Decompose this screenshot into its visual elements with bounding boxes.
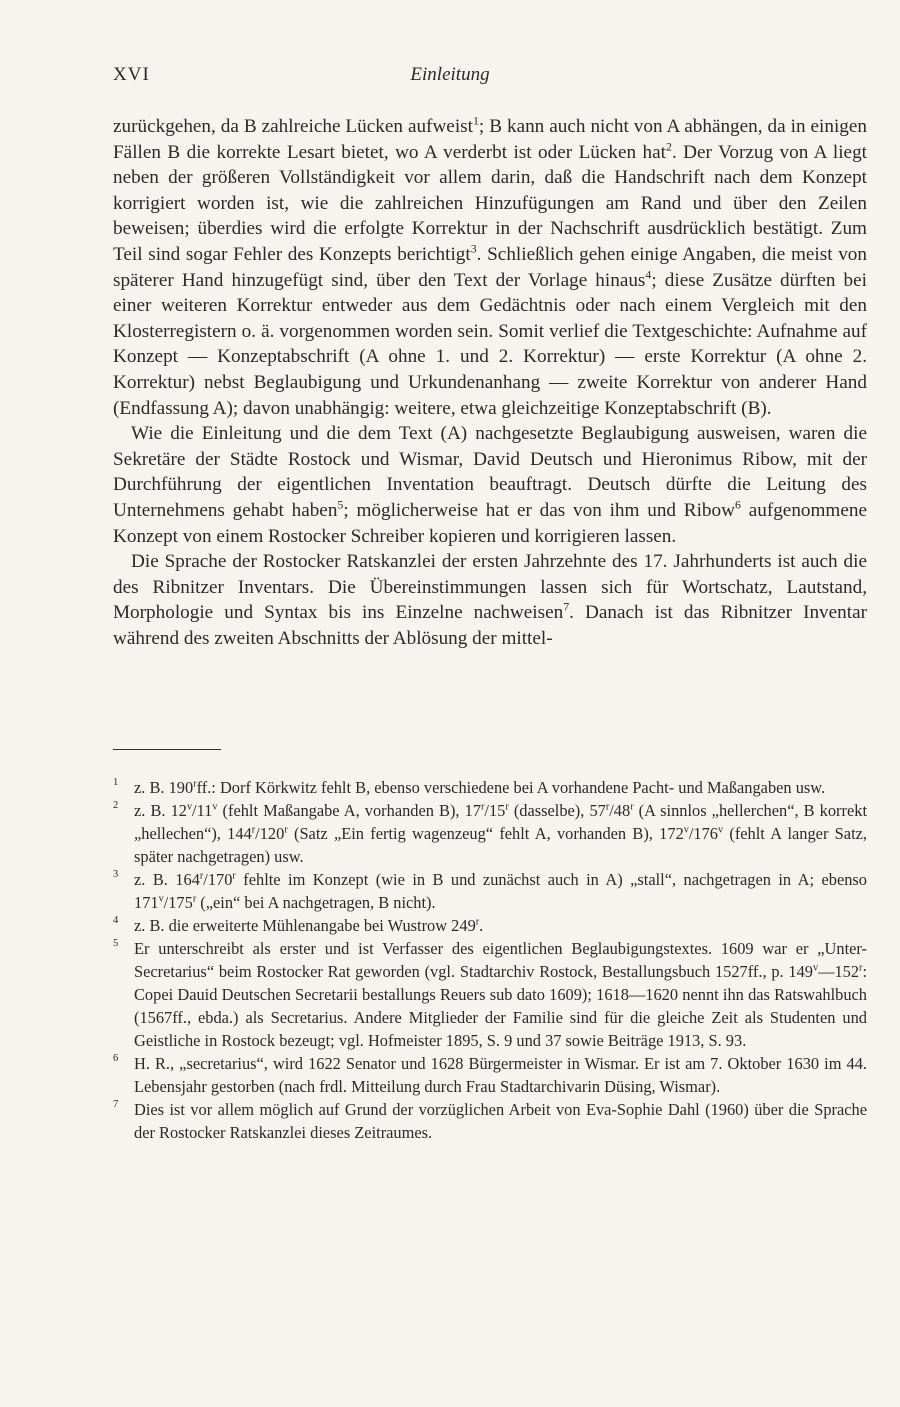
superscript: 1: [472, 113, 479, 128]
paragraph-1: [113, 114, 867, 421]
superscript: v: [212, 801, 218, 813]
text-run: z. B. 164: [134, 870, 200, 889]
superscript: 6: [734, 497, 741, 512]
text-run: Er unterschreibt als erster und ist Verfasser des eigentlichen Beglaubigungstextes. 1609 war er „Unter-Secretarius“ beim Rostocker Rat geworden (vgl. Stadtarchiv Rostock, Bestallungsbuch 1527ff., p. 149: [134, 939, 867, 981]
text-run: .: [479, 916, 484, 935]
page-number: XVI: [113, 64, 150, 85]
superscript: v: [812, 962, 819, 974]
superscript: 4: [645, 267, 652, 282]
superscript: r: [199, 870, 204, 882]
footnote-number: 2: [113, 800, 119, 811]
superscript: r: [859, 962, 863, 974]
superscript: v: [683, 824, 689, 836]
text-run: H. R., „secretarius“, wird 1622 Senator und 1628 Bürgermeister in Wismar. Er ist am 7. Oktober 1630 im 44. Lebensjahr gestorben (nach frdl. Mitteilung durch Frau Stadtarchivarin Düsing, Wismar).: [134, 1054, 867, 1096]
footnote-6: [113, 1052, 867, 1098]
text-run: : Copei Dauid Deutschen Secretarii bestallungs Reuers sub dato 1609); 1618—1620 nennt ihn das Ratswahlbuch (1567ff., ebda.) als Secretarius. Andere Mitglieder der Familie sind für die gleiche Zeit als Studenten und Geistliche in Rostock bezeugt; vgl. Hofmeister 1895, S. 9 und 37 sowie Beiträge 1913, S. 93.: [134, 962, 867, 1050]
text-run: /48: [609, 801, 631, 820]
footnotes: [113, 776, 867, 1144]
paragraph-3: [113, 549, 867, 651]
superscript: r: [251, 824, 256, 836]
text-run: Dies ist vor allem möglich auf Grund der vorzüglichen Arbeit von Eva-Sophie Dahl (1960) über die Sprache der Rostocker Ratskanzlei dieses Zeitraumes.: [134, 1100, 867, 1142]
footnote-1: [113, 776, 867, 799]
text-run: /11: [192, 801, 213, 820]
text-run: /170: [203, 870, 233, 889]
running-head: [113, 64, 787, 94]
text-run: ff.: Dorf Körkwitz fehlt B, ebenso verschiedene bei A vorhandene Pacht- und Maßangaben usw.: [196, 778, 826, 797]
footnote-number: 4: [113, 915, 119, 926]
text-run: /120: [255, 824, 285, 843]
superscript: r: [481, 801, 485, 813]
text-run: . Danach ist das Ribnitzer Inventar während des zweiten Abschnitts der Ablösung der mittel-: [113, 602, 867, 649]
footnote-number: 7: [113, 1099, 119, 1110]
text-run: /175: [163, 893, 193, 912]
superscript: r: [475, 916, 480, 928]
running-title: Einleitung: [410, 64, 490, 85]
text-run: (fehlt A langer Satz, später nachgetragen) usw.: [134, 824, 868, 866]
superscript: 2: [665, 139, 672, 154]
footnote-3: [113, 868, 867, 914]
text-run: (A sinnlos „hellerchen“, B korrekt „hellechen“), 144: [134, 801, 867, 843]
superscript: r: [605, 801, 610, 813]
text-run: (Satz „Ein fertig wagenzeug“ fehlt A, vorhanden B), 172: [287, 824, 684, 843]
text-run: —152: [818, 962, 860, 981]
body-text: [113, 114, 867, 651]
superscript: r: [232, 870, 236, 882]
superscript: 3: [470, 241, 477, 256]
text-run: ; möglicherweise hat er das von ihm und Ribow: [343, 499, 735, 521]
superscript: v: [158, 893, 164, 905]
text-run: zurückgehen, da B zahlreiche Lücken aufweist: [113, 116, 473, 137]
text-run: (dasselbe), 57: [508, 801, 606, 820]
footnote-7: [113, 1098, 867, 1144]
footnote-5: [113, 937, 867, 1052]
superscript: 7: [563, 599, 570, 614]
text-run: . Der Vorzug von A liegt neben der größeren Vollständigkeit vor allem darin, daß die Handschrift nach dem Konzept korrigiert worden ist, wie die zahlreichen Hinzufügungen am Rand und über den Zeilen beweisen; überdies wird die erfolgte Korrektur in der Nachschrift ausdrücklich bestätigt. Zum Teil sind sogar Fehler des Konzepts berichtigt: [113, 141, 868, 265]
superscript: 5: [337, 497, 344, 512]
footnote-4: [113, 914, 867, 937]
footnote-number: 6: [113, 1053, 119, 1064]
footnote-number: 5: [113, 938, 119, 949]
text-run: aufgenommene Konzept von einem Rostocker Schreiber kopieren und korrigieren lassen.: [113, 499, 867, 547]
text-run: Die Sprache der Rostocker Ratskanzlei der ersten Jahrzehnte des 17. Jahrhunderts ist auch die des Ribnitzer Inventars. Die Übereinstimmungen lassen sich für Wortschatz, Lautstand, Morphologie und Syntax bis ins Einzelne nachweisen: [113, 551, 867, 624]
text-run: ; B kann auch nicht von A abhängen, da in einigen Fällen B die korrekte Lesart bietet, wo A verderbt ist oder Lücken hat: [113, 116, 867, 163]
text-run: (fehlt Maßangabe A, vorhanden B), 17: [217, 801, 481, 820]
superscript: v: [718, 824, 724, 836]
text-run: Wie die Einleitung und die dem Text (A) nachgesetzte Beglaubigung ausweisen, waren die Sekretäre der Städte Rostock und Wismar, David Deutsch und Hieronimus Ribow, mit der Durchführung der eigentlichen Inventation beauftragt. Deutsch dürfte die Leitung des Unternehmens gehabt haben: [113, 423, 867, 521]
text-run: ; diese Zusätze dürften bei einer weiteren Korrektur entweder aus dem Gedächtnis oder nach einem Vergleich mit den Klosterregistern o. ä. vorgenommen worden sein. Somit verlief die Textgeschichte: Aufnahme auf Konzept — Konzeptabschrift (A ohne 1. und 2. Korrektur) — erste Korrektur (A ohne 2. Korrektur) nebst Beglaubigung und Urkundenanhang — zweite Korrektur von anderer Hand (Endfassung A); davon unabhängig: weitere, etwa gleichzeitige Konzeptabschrift (B).: [113, 269, 867, 419]
text-run: . Schließlich gehen einige Angaben, die meist von späterer Hand hinzugefügt sind, über den Text der Vorlage hinaus: [113, 243, 867, 291]
text-run: /176: [688, 824, 718, 843]
text-run: („ein“ bei A nachgetragen, B nicht).: [196, 893, 436, 912]
superscript: r: [505, 801, 509, 813]
footnote-number: 3: [113, 869, 119, 880]
paragraph-2: [113, 421, 867, 549]
text-run: /15: [484, 801, 506, 820]
text-run: z. B. 190: [134, 778, 194, 797]
footnote-number: 1: [113, 777, 119, 788]
footnote-2: [113, 799, 867, 868]
superscript: r: [193, 778, 197, 790]
text-run: z. B. die erweiterte Mühlenangabe bei Wustrow 249: [134, 916, 476, 935]
superscript: r: [192, 893, 197, 905]
superscript: r: [284, 824, 288, 836]
text-run: fehlte im Konzept (wie in B und zunächst auch in A) „stall“, nachgetragen in A; ebenso 171: [134, 870, 868, 912]
superscript: v: [186, 801, 193, 813]
footnote-divider: [113, 749, 221, 750]
superscript: r: [630, 801, 634, 813]
text-run: z. B. 12: [134, 801, 187, 820]
